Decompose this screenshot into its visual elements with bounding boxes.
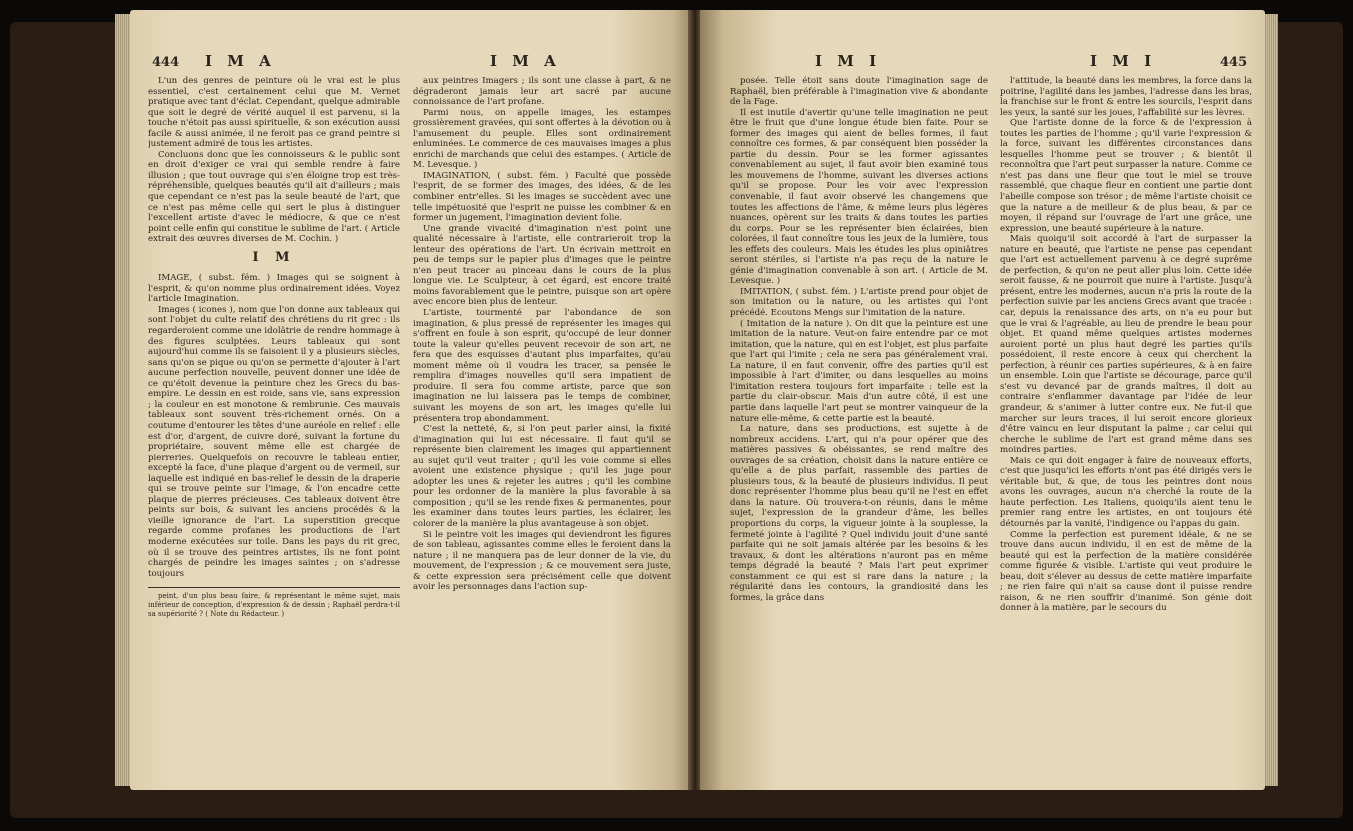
column-text bbox=[413, 76, 671, 593]
paragraph: l'attitude, la beauté dans les membres, la force dans la poitrine, l'agilité dans les jambes, l'adresse dans les bras, la franchise sur le front & entre les sourcils, l'esprit dans les yeux, la santé sur les joues, l'affabilité sur les lèvres. bbox=[1000, 76, 1252, 118]
running-head-right: I M I bbox=[1090, 52, 1157, 70]
paragraph: Mais ce qui doit engager à faire de nouveaux efforts, c'est que jusqu'ici les efforts n'ont pas été dirigés vers le véritable but, & que, de tous les peintres dont nous avons les ouvrages, aucun n'a cherché la route de la haute perfection. Les Italiens, quoiqu'ils aient tenu le premier rang entre les artistes, en ont toujours été détournés par la vanité, l'indigence ou l'appas du gain. bbox=[1000, 455, 1252, 529]
paragraph: IMITATION, ( subst. fém. ) L'artiste prend pour objet de son imitation ou la nature, ou les artistes qui l'ont précédé. Ecoutons Mengs sur l'imitation de la nature. bbox=[730, 286, 988, 319]
paragraph: L'artiste, tourmenté par l'abondance de son imagination, & plus pressé de représenter les images qui s'offrent en foule à son esprit, qu'occupé de leur donner toute la valeur qu'elles peuvent recevoir de son art, ne fera que des esquisses d'autant plus imparfaites, qu'au moment même où il voudra les tracer, sa pensée le remplira d'images nouvelles qu'il sera impatient de produire. Il sera fou comme artiste, parce que son imagination ne lui laissera pas le temps de combiner, suivant les moyens de son art, les images qu'elle lui présentera trop abondamment. bbox=[413, 308, 671, 424]
paragraph: La nature, dans ses productions, est sujette à de nombreux accidens. L'art, qui n'a pour opérer que des matières passives & obéissantes, se rend maître des ouvrages de sa création, choisit dans la nature entière ce qu'elle a de plus parfait, rassemble des parties de plusieurs tous, & la beauté de plusieurs individus. Il peut donc représenter l'homme plus beau qu'il ne l'est en effet dans la nature. Où trouvera-t-on réunis, dans le même sujet, l'expression de la grandeur d'âme, les belles proportions du corps, la vigueur jointe à la souplesse, la fermeté jointe à l'agilité ? Quel individu jouit d'une santé parfaite qui ne soit jamais altérée par les besoins & les travaux, & dont les altérations n'auront pas en même temps dégradé la beauté ? Mais l'art peut exprimer constamment ce qui est si rare dans la nature ; la régularité dans les contours, la grandiosité dans les formes, la grâce dans bbox=[730, 424, 988, 603]
paragraph: IMAGE, ( subst. fém. ) Images qui se soignent à l'esprit, & qu'on nomme plus ordinairement idées. Voyez l'article Imagination. bbox=[148, 273, 400, 305]
page-number: 445 bbox=[1220, 55, 1248, 70]
running-head-left: I M A bbox=[205, 52, 276, 70]
column-text bbox=[148, 273, 400, 579]
paragraph: posée. Telle étoit sans doute l'imagination sage de Raphaël, bien préférable à l'imagination vive & abondante de la Fage. bbox=[730, 76, 988, 108]
section-heading: I M bbox=[252, 249, 296, 265]
paragraph: Une grande vivacité d'imagination n'est point une qualité nécessaire à l'artiste, elle contrarieroit trop la lenteur des opérations de l'art. Un écrivain mettroit en peu de temps sur le papier plus d'images que le peintre n'en peut tracer au pinceau dans le cours de la plus longue vie. Le Sculpteur, à cet égard, est encore traité moins favorablement que le peintre, puisque son art opère avec encore bien plus de lenteur. bbox=[413, 223, 671, 308]
column-text bbox=[148, 76, 400, 245]
paragraph: Concluons donc que les connoisseurs & le public sont en droit d'exiger ce vrai qui semble rendre à faire illusion ; que tout ouvrage qui s'en éloigne trop est très-répréhensible, quelques beautés qu'il ait d'ailleurs ; mais que cependant ce n'est pas la seule beauté de l'art, que ce n'est pas même celle qui sert le plus à distinguer l'excellent artiste d'avec le médiocre, & que ce n'est point celle enfin qui constitue le sublime de l'art. ( Article extrait des œuvres diverses de M. Cochin. ) bbox=[148, 149, 400, 245]
paragraph: Que l'artiste donne de la force & de l'expression à toutes les parties de l'homme ; qu'il varie l'expression & la force, suivant les différentes circonstances dans lesquelles l'homme peut se trouver ; & bientôt il reconnoîtra que l'art peut surpasser la nature. Comme ce n'est pas dans une fleur que tout le miel se trouve rassemblé, que chaque fleur en contient une partie dont l'abeille compose son trésor ; de même l'artiste choisit ce que la nature a de meilleur & de plus beau, & par ce moyen, il répand sur l'ouvrage de l'art une grâce, une expression, une beauté supérieure à la nature. bbox=[1000, 118, 1252, 234]
paragraph: Il est inutile d'avertir qu'une telle imagination ne peut être le fruit que d'une longue étude bien faite. Pour se former des images qui aient de belles formes, il faut connoître ces formes, & par conséquent bien posséder la partie du dessin. Pour se les former agissantes convenablement au sujet, il faut avoir bien examiné tous les mouvemens de l'homme, suivant les diverses actions qu'il se propose. Pour les voir avec l'expression convenable, il faut avoir observé les changemens que toutes les affections de l'âme, & même leurs plus légères nuances, opèrent sur les traits & dans toutes les parties du corps. Pour se les représenter bien éclairées, bien colorées, il faut connoître tous les jeux de la lumière, tous les effets des couleurs. Mais les études les plus opiniâtres seront stériles, si l'artiste n'a pas reçu de la nature le génie d'imagination convenable à son art. ( Article de M. Levesque. ) bbox=[730, 107, 988, 287]
paragraph: Si le peintre voit les images qui deviendront les figures de son tableau, agissantes comme elles le feroient dans la nature ; il ne manquera pas de leur donner de la vie, du mouvement, de l'expression ; & ce mouvement sera juste, & cette expression sera précisément celle que doivent avoir les personnages dans l'action sup- bbox=[413, 529, 671, 593]
paragraph: Parmi nous, on appelle images, les estampes grossièrement gravées, qui sont offertes à la dévotion ou à l'amusement du peuple. Elles sont ordinairement enluminées. Le commerce de ces mauvaises images a plus enrichi de marchands que celui des estampes. ( Article de M. Levesque. ) bbox=[413, 107, 671, 171]
left-page-column-1 bbox=[148, 76, 400, 776]
paragraph: Images ( icones ), nom que l'on donne aux tableaux qui sont l'objet du culte relatif des chrétiens du rit grec : ils regarderoient comme une idolâtrie de rendre hommage à des figures sculptées. Leurs tableaux qui sont aujourd'hui comme ils se faisoient il y a plusieurs siècles, sans qu'on se pique ou qu'on se permette d'ajouter à l'art aucune perfection nouvelle, peuvent donner une idée de ce qu'étoit devenue la peinture chez les Grecs du bas-empire. Le dessin en est roide, sans vie, sans expression ; la couleur en est monotone & rembrunie. Ces mauvais tableaux sont souvent très-richement ornés. On a coutume d'entourer les têtes d'une auréole en relief : elle est d'or, d'argent, de cuivre doré, suivant la fortune du propriétaire, souvent même elle est chargée de pierreries. Quelquefois on recouvre le tableau entier, excepté la face, d'une plaque d'argent ou de vermeil, sur laquelle est indiqué en bas-relief le dessin de la draperie qui se trouve peinte sur l'image, & l'on encadre cette plaque de pierres précieuses. Ces tableaux doivent être peints sur bois, & suivant les anciens procédés & la vieille ignorance de l'art. La superstition grecque regarde comme profanes les productions de l'art moderne exécutées sur toile. Dans les pays du rit grec, où il se trouve des peintres artistes, ils ne font point chargés de peindre les images saintes ; on s'adresse toujours bbox=[148, 304, 400, 579]
footnote-rule bbox=[148, 587, 400, 588]
running-head-left: I M I bbox=[815, 52, 882, 70]
paragraph: Comme la perfection est purement idéale, & ne se trouve dans aucun individu, il en est de même de la beauté qui est la perfection de la matière considérée comme figurée & visible. L'artiste qui veut produire le beau, doit s'élever au dessus de cette matière imparfaite ; ne rien faire qui n'ait sa cause dont il puisse rendre raison, & ne rien souffrir d'inanimé. Son génie doit donner à la matière, par le secours du bbox=[1000, 529, 1252, 614]
column-text bbox=[730, 76, 988, 603]
paragraph: Mais quoiqu'il soit accordé à l'art de surpasser la nature en beauté, que l'artiste ne pense pas cependant que l'art est actuellement parvenu à ce degré suprême de perfection, & qu'on ne peut aller plus loin. Cette idée seroit fausse, & ne pourroit que nuire à l'artiste. Jusqu'à présent, entre les modernes, aucun n'a pris la route de la perfection suivie par les anciens Grecs avant que tracée : car, depuis la renaissance des arts, on n'a eu pour but que le vrai & l'agréable, au lieu de prendre le beau pour objet. Et quand même quelques artistes modernes auroient porté un plus haut degré les parties qu'ils possédoient, il reste encore à ceux qui cherchent la perfection, à réunir ces parties supérieures, & à en faire un ensemble. Loin que l'artiste se décourage, parce qu'il s'est vu devancé par de grands maîtres, il doit au contraire s'enflammer davantage par l'idée de leur grandeur, & s'animer à lutter contre eux. Ne fut-il que marcher sur leurs traces, il lui seroit encore glorieux d'être vaincu en leur disputant la palme ; car celui qui cherche le sublime de l'art est grand même dans ses moindres parties. bbox=[1000, 234, 1252, 456]
page-edges-right bbox=[1264, 14, 1278, 786]
footnote bbox=[148, 592, 400, 618]
paragraph: L'un des genres de peinture où le vrai est le plus essentiel, c'est certainement celui que M. Vernet pratique avec tant d'éclat. Cependant, quelque admirable que soit le degré de vérité auquel il est parvenu, si la touche n'étoit pas aussi spirituelle, & son exécution aussi facile & aussi animée, il ne feroit pas ce grand peintre si justement admiré de tous les artistes. bbox=[148, 76, 400, 150]
column-text bbox=[1000, 76, 1252, 614]
paragraph: ( Imitation de la nature ). On dit que la peinture est une imitation de la nature. Veut-on faire entendre par ce mot imitation, que la nature, qui en est l'objet, est plus parfaite que l'art qui l'imite ; cela ne sera pas généralement vrai. La nature, il en faut convenir, offre des parties qu'il est impossible à l'art d'imiter, ou dans lesquelles au moins l'imitation restera toujours fort imparfaite : telle est la partie du clair-obscur. Mais d'un autre côté, il est une partie dans laquelle l'art peut se montrer vainqueur de la nature elle-même, & cette partie est la beauté. bbox=[730, 318, 988, 424]
right-page bbox=[700, 10, 1265, 790]
right-page-column-2 bbox=[1000, 76, 1252, 776]
left-page-column-2 bbox=[413, 76, 671, 776]
footnote-text: peint, d'un plus beau faire, & représentant le même sujet, mais inférieur de conception, d'expression & de dessin ; Raphaël perdra-t-il sa supériorité ? ( Note du Rédacteur. ) bbox=[148, 592, 400, 618]
paragraph: C'est la netteté, &, si l'on peut parler ainsi, la fixité d'imagination qui lui est nécessaire. Il faut qu'il se représente bien clairement les images qui appartiennent au sujet qu'il veut traiter ; qu'il les voie comme si elles avoient une existence physique ; qu'il les juge pour adopter les unes & rejeter les autres ; qu'il les combine pour les ordonner de la manière la plus favorable à sa composition ; qu'il se les rende fixes & permanentes, pour les examiner dans toutes leurs parties, les éclairer, les colorer de la manière la plus avantageuse à son objet. bbox=[413, 424, 671, 529]
left-page bbox=[130, 10, 690, 790]
right-page-column-1 bbox=[730, 76, 988, 776]
paragraph: IMAGINATION, ( subst. fém. ) Faculté que possède l'esprit, de se former des images, des idées, & de les combiner entr'elles. Si les images se succèdent avec une telle impétuosité que l'esprit ne puisse les combiner & en former un jugement, l'imagination devient folie. bbox=[413, 170, 671, 224]
page-edges-left bbox=[115, 14, 131, 786]
running-head-right: I M A bbox=[490, 52, 561, 70]
paragraph: aux peintres Imagers ; ils sont une classe à part, & ne dégraderont jamais leur art sacré par aucune connoissance de l'art profane. bbox=[413, 76, 671, 108]
page-number: 444 bbox=[152, 55, 180, 70]
